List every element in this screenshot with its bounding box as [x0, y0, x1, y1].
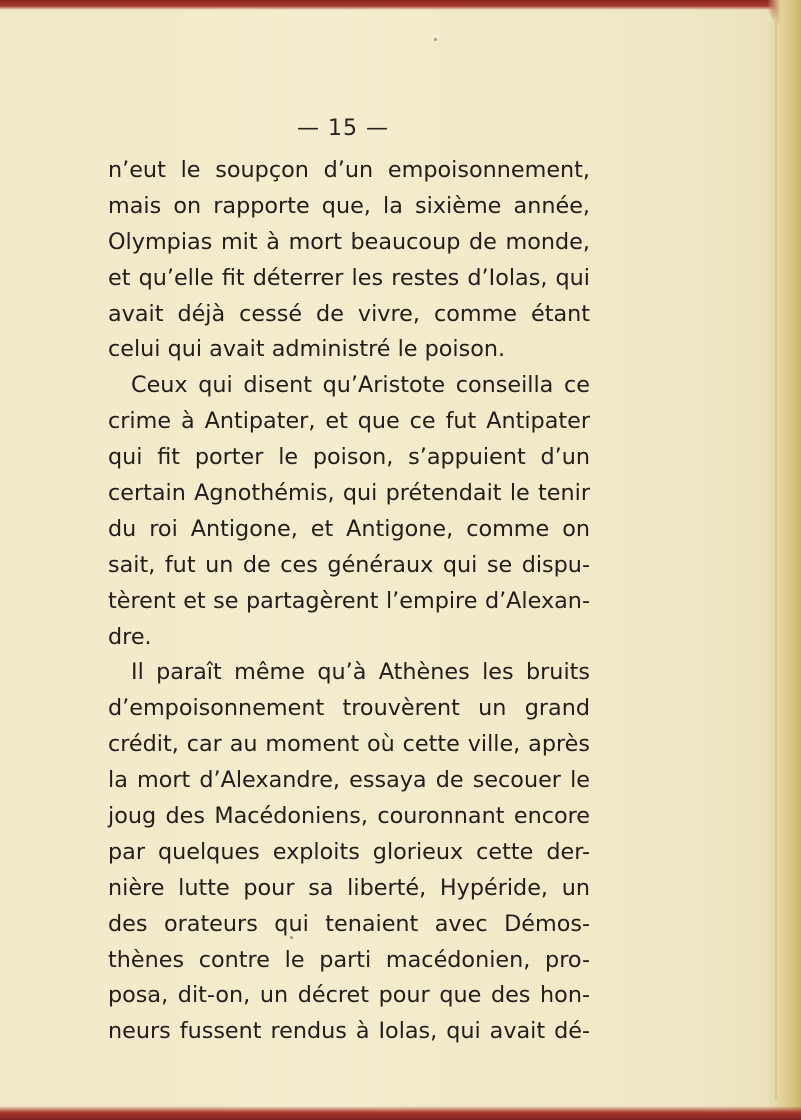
- paper-speck: [434, 38, 437, 41]
- text-line: mais on rapporte que, la sixième année,: [108, 192, 590, 219]
- text-line: thènes contre le parti macédonien, pro-: [108, 946, 590, 973]
- text-line: et qu’elle fit déterrer les restes d’Iolas, qui: [108, 264, 590, 291]
- page-right-edge: [767, 0, 801, 1120]
- text-line: joug des Macédoniens, couronnant encore: [108, 803, 590, 830]
- text-line: sait, fut un de ces généraux qui se dispu-: [108, 551, 590, 578]
- page-fold-line: [775, 20, 777, 1100]
- text-line: par quelques exploits glorieux cette der-: [108, 838, 590, 865]
- text-line: du roi Antigone, et Antigone, comme on: [108, 515, 590, 542]
- text-line: Il paraît même qu’à Athènes les bruits: [131, 659, 590, 686]
- text-line: n’eut le soupçon d’un empoisonnement,: [108, 157, 590, 183]
- text-line: Olympias mit à mort beaucoup de monde,: [108, 228, 590, 255]
- text-line: Ceux qui disent qu’Aristote conseilla ce: [131, 372, 590, 399]
- text-line: crédit, car au moment où cette ville, après: [108, 731, 590, 758]
- text-line: la mort d’Alexandre, essaya de secouer le: [108, 767, 590, 794]
- text-line: qui fit porter le poison, s’appuient d’un: [108, 444, 590, 471]
- page-bottom-edge: [0, 1106, 801, 1120]
- page-top-edge: [0, 0, 801, 10]
- text-line: certain Agnothémis, qui prétendait le tenir: [108, 480, 590, 507]
- body-text: [108, 153, 590, 1050]
- text-line: dre.: [108, 623, 152, 650]
- text-line: des orateurs qui tenaient avec Démos-: [108, 910, 590, 937]
- text-line: avait déjà cessé de vivre, comme étant: [108, 300, 590, 327]
- page-number: — 15 —: [297, 116, 389, 141]
- text-line: neurs fussent rendus à Iolas, qui avait dé-: [108, 1018, 590, 1045]
- text-line: nière lutte pour sa liberté, Hypéride, un: [108, 874, 590, 901]
- text-line: celui qui avait administré le poison.: [108, 336, 506, 363]
- text-line: posa, dit-on, un décret pour que des hon-: [108, 982, 590, 1009]
- text-line: crime à Antipater, et que ce fut Antipater: [108, 408, 590, 435]
- text-line: d’empoisonnement trouvèrent un grand: [108, 695, 590, 722]
- text-line: tèrent et se partagèrent l’empire d’Alexan-: [108, 587, 590, 614]
